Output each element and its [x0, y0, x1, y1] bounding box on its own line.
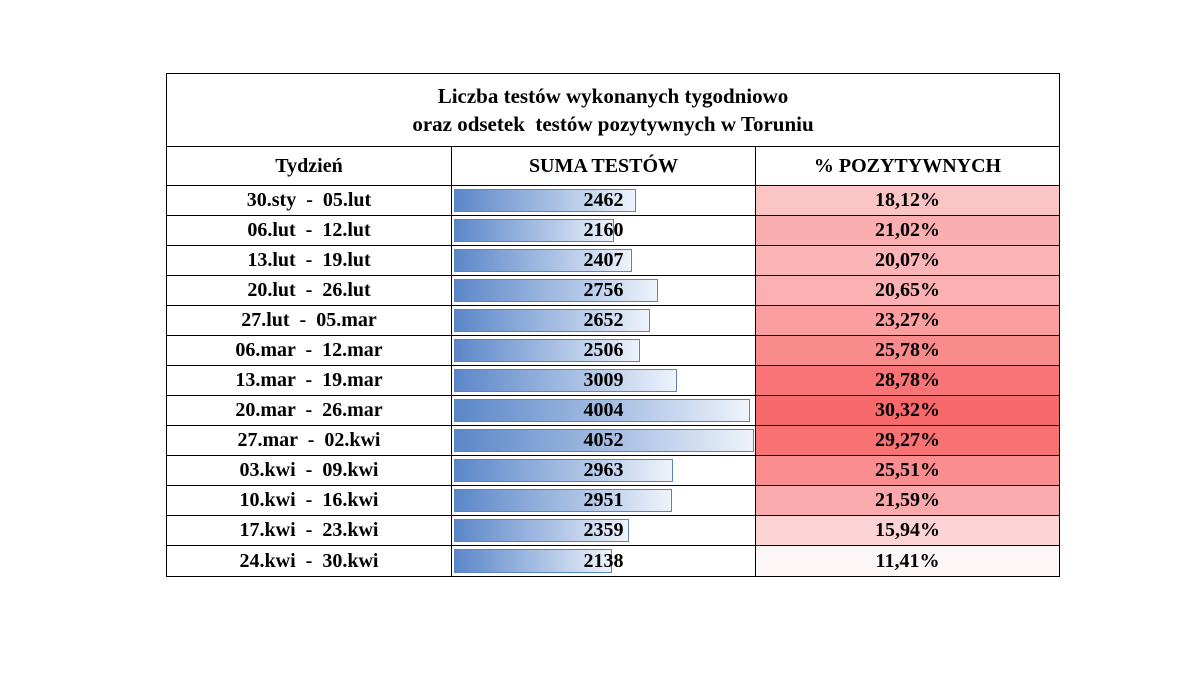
- tests-value: 2951: [583, 489, 624, 511]
- table-row: [167, 516, 1059, 546]
- week-cell: 13.mar - 19.mar: [167, 366, 452, 395]
- positive-cell: [756, 456, 1059, 485]
- tests-value: 4004: [583, 399, 624, 421]
- positive-value: 25,51%: [875, 459, 940, 481]
- positive-value: 21,59%: [875, 489, 940, 511]
- table-row: [167, 546, 1059, 576]
- tests-value: 4052: [583, 429, 624, 451]
- week-cell: 06.lut - 12.lut: [167, 216, 452, 245]
- positive-cell: [756, 396, 1059, 425]
- week-cell: 17.kwi - 23.kwi: [167, 516, 452, 545]
- week-cell: 27.mar - 02.kwi: [167, 426, 452, 455]
- header-week: Tydzień: [167, 147, 452, 185]
- header-tests: SUMA TESTÓW: [452, 147, 756, 185]
- tests-cell: [452, 186, 756, 215]
- positive-value: 29,27%: [875, 429, 940, 451]
- week-cell: 06.mar - 12.mar: [167, 336, 452, 365]
- tests-value: 2506: [583, 339, 624, 361]
- table-row: [167, 216, 1059, 246]
- tests-cell: [452, 456, 756, 485]
- positive-cell: [756, 546, 1059, 576]
- positive-value: 11,41%: [875, 549, 940, 572]
- table-row: [167, 366, 1059, 396]
- tests-value: 2138: [583, 549, 624, 572]
- tests-cell: [452, 246, 756, 275]
- tests-value: 2652: [583, 309, 624, 331]
- tests-value: 2756: [583, 279, 624, 301]
- title-line-1: Liczba testów wykonanych tygodniowo: [437, 84, 789, 108]
- tests-value: 2160: [583, 219, 624, 241]
- table-row: [167, 306, 1059, 336]
- week-cell: 03.kwi - 09.kwi: [167, 456, 452, 485]
- header-positive: % POZYTYWNYCH: [813, 154, 1002, 177]
- table-row: [167, 276, 1059, 306]
- positive-value: 21,02%: [875, 219, 940, 241]
- tests-cell: [452, 336, 756, 365]
- tests-cell: [452, 516, 756, 545]
- tests-value: 2359: [583, 519, 624, 541]
- positive-cell: [756, 186, 1059, 215]
- positive-cell: [756, 216, 1059, 245]
- table-row: [167, 186, 1059, 216]
- positive-cell: [756, 486, 1059, 515]
- tests-cell: [452, 306, 756, 335]
- table-row: [167, 486, 1059, 516]
- tests-value: 2462: [583, 189, 624, 211]
- positive-value: 18,12%: [875, 189, 940, 211]
- tests-cell: [452, 276, 756, 305]
- positive-value: 20,07%: [875, 249, 940, 271]
- week-cell: 27.lut - 05.mar: [167, 306, 452, 335]
- positive-cell: [756, 246, 1059, 275]
- positive-value: 25,78%: [875, 339, 940, 361]
- report-table: [166, 73, 1060, 577]
- positive-cell: [756, 336, 1059, 365]
- positive-value: 28,78%: [875, 369, 940, 391]
- table-row: [167, 426, 1059, 456]
- table-title: [167, 74, 1059, 147]
- week-cell: 10.kwi - 16.kwi: [167, 486, 452, 515]
- tests-cell: [452, 486, 756, 515]
- positive-cell: [756, 516, 1059, 545]
- positive-cell: [756, 426, 1059, 455]
- week-cell: 20.lut - 26.lut: [167, 276, 452, 305]
- tests-cell: [452, 366, 756, 395]
- table-row: [167, 396, 1059, 426]
- week-cell: 13.lut - 19.lut: [167, 246, 452, 275]
- table-row: [167, 246, 1059, 276]
- tests-value: 2407: [583, 249, 624, 271]
- positive-cell: [756, 306, 1059, 335]
- table-header: [167, 147, 1059, 186]
- positive-value: 15,94%: [875, 519, 940, 541]
- table-row: [167, 456, 1059, 486]
- week-cell: 24.kwi - 30.kwi: [167, 546, 452, 576]
- tests-cell: [452, 396, 756, 425]
- tests-cell: [452, 546, 756, 576]
- positive-value: 30,32%: [875, 399, 940, 421]
- positive-value: 23,27%: [875, 309, 940, 331]
- positive-cell: [756, 276, 1059, 305]
- week-cell: 30.sty - 05.lut: [167, 186, 452, 215]
- positive-value: 20,65%: [875, 279, 940, 301]
- table-row: [167, 336, 1059, 366]
- week-cell: 20.mar - 26.mar: [167, 396, 452, 425]
- table-body: [167, 186, 1059, 576]
- tests-cell: [452, 216, 756, 245]
- tests-value: 3009: [583, 369, 624, 391]
- tests-value: 2963: [583, 459, 624, 481]
- title-line-2: oraz odsetek testów pozytywnych w Toruniu: [412, 112, 814, 136]
- positive-cell: [756, 366, 1059, 395]
- tests-cell: [452, 426, 756, 455]
